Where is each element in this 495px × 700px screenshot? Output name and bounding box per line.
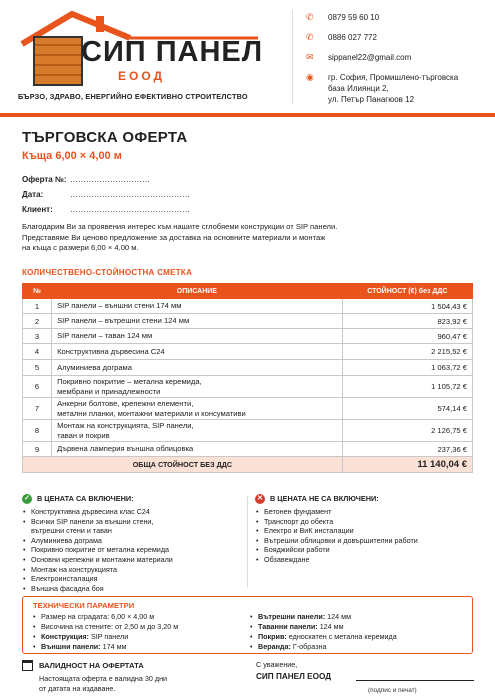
validity-text-1: Настоящата оферта е валидна 30 дни — [39, 674, 168, 683]
included-item-line: • Електроинсталация — [31, 574, 98, 584]
client-field[interactable]: Клиент: ……………………………………… — [22, 205, 190, 214]
location-pin-icon: ◉ — [306, 72, 314, 82]
not-included-item: • Транспорт до обекта — [255, 517, 485, 527]
row-description-line: Монтаж на конструкцията, SIP панели, — [57, 420, 194, 430]
bullet: • — [250, 632, 253, 641]
not-included-item: • Обзавеждане — [255, 555, 485, 565]
header — [0, 0, 495, 118]
col-header-description: ОПИСАНИЕ — [52, 284, 343, 299]
bullet: • — [250, 622, 253, 631]
row-description — [52, 398, 343, 420]
not-included-title: В ЦЕНАТА НЕ СА ВКЛЮЧЕНИ: — [270, 494, 379, 504]
row-value: 1 504,43 € — [342, 299, 472, 314]
not-included-item: • Електро и ВиК инсталации — [255, 526, 485, 536]
included-item-line: • Монтаж на конструкцията — [31, 564, 117, 574]
row-number: 6 — [23, 376, 52, 398]
tech-param — [33, 642, 178, 652]
included-item — [22, 565, 244, 575]
tech-param-label: Височина на стените: — [41, 622, 114, 631]
row-description — [52, 442, 343, 457]
tech-param — [33, 632, 178, 642]
row-description-line: SIP панели – вътрешни стени 124 мм — [57, 316, 190, 325]
validity-text-2: от датата на издаване. — [39, 683, 116, 693]
row-description — [52, 360, 343, 376]
contact-phone-2 — [306, 32, 491, 43]
tech-param-value: SIP панели — [90, 632, 129, 641]
included-item — [22, 507, 244, 517]
row-number: 5 — [23, 360, 52, 376]
included-item — [22, 555, 244, 565]
section-title-bill: КОЛИЧЕСТВЕНО-СТОЙНОСТНА СМЕТКА — [22, 268, 193, 277]
included-item — [22, 536, 244, 546]
check-icon: ✓ — [22, 494, 32, 504]
table-row — [23, 420, 473, 442]
contact-email — [306, 52, 491, 63]
row-number: 1 — [23, 299, 52, 314]
not-included-item: • Вътрешни облицовки и довършителни работи — [255, 536, 485, 546]
table-row — [23, 376, 473, 398]
row-value: 574,14 € — [342, 398, 472, 420]
row-description-line: Анкерни болтове, крепежни елементи, — [57, 398, 194, 408]
contact-address — [306, 72, 491, 105]
included-item — [22, 517, 244, 536]
date-field[interactable]: Дата: ……………………………………… — [22, 190, 190, 199]
row-number: 7 — [23, 398, 52, 420]
cross-icon: ✕ — [255, 494, 265, 504]
bullet: • — [33, 632, 36, 641]
tech-param-value: 124 мм — [319, 622, 344, 631]
table-row — [23, 329, 473, 344]
row-description-line: SIP панели – външни стени 174 мм — [57, 301, 182, 310]
included-title: В ЦЕНАТА СА ВКЛЮЧЕНИ: — [37, 494, 134, 504]
row-description — [52, 344, 343, 360]
row-description — [52, 420, 343, 442]
intro-text: Благодарим Ви за проявения интерес към нашите сглобяеми конструкции от SIP панели. Представяме Ви ценово предложение за доставка на основните материали и монтаж на къща с размери 6,00 × 4,00 м. — [22, 222, 338, 252]
included-item-line: • Основни крепежни и монтажни материали — [31, 554, 173, 564]
total-value: 11 140,04 € — [342, 457, 472, 473]
not-included-list — [255, 507, 485, 565]
contact-phone-1 — [306, 12, 491, 23]
offer-fields — [22, 172, 190, 217]
tech-param-label: Веранда: — [258, 642, 291, 651]
included-item-line: • Покривно покритие от метална керемида — [31, 545, 170, 555]
tech-param — [33, 612, 178, 622]
row-value: 823,92 € — [342, 314, 472, 329]
included-item-line: • Алуминиева дограма — [31, 535, 102, 545]
calendar-icon — [22, 660, 33, 671]
logo-title: СИП ПАНЕЛ — [81, 36, 264, 68]
row-number: 4 — [23, 344, 52, 360]
logo-subtitle: ЕООД — [118, 69, 166, 83]
tech-param-label: Външни панели: — [41, 642, 101, 651]
row-number: 2 — [23, 314, 52, 329]
tech-params-box — [22, 596, 473, 654]
included-block — [22, 494, 244, 593]
address: гр. София, Промишлено-търговска база Илиянци 2, ул. Петър Панагюов 12 — [328, 73, 459, 104]
validity-title: ВАЛИДНОСТ НА ОФЕРТАТА — [39, 660, 144, 670]
tech-param — [250, 622, 397, 632]
bullet: • — [250, 642, 253, 651]
row-value: 960,47 € — [342, 329, 472, 344]
row-description — [52, 299, 343, 314]
included-item — [22, 574, 244, 584]
row-description-line: Дървена ламперия външна облицовка — [57, 444, 194, 453]
header-accent-bar — [0, 113, 495, 117]
included-item-line: • Всички SIP панели за външни стени, — [31, 516, 154, 526]
total-row — [23, 457, 473, 473]
table-row — [23, 442, 473, 457]
row-description-line: Алуминиева дограма — [57, 362, 132, 372]
row-value: 1 105,72 € — [342, 376, 472, 398]
tech-param-label: Конструкция: — [41, 632, 89, 641]
included-item — [22, 545, 244, 555]
included-item — [22, 584, 244, 594]
col-header-value: СТОЙНОСТ (€) без ДДС — [342, 284, 472, 299]
signature-block — [256, 660, 481, 694]
bullet: • — [33, 642, 36, 651]
tech-params-title: ТЕХНИЧЕСКИ ПАРАМЕТРИ — [33, 601, 135, 610]
offer-number-field[interactable]: Оферта №: ………………………… — [22, 175, 150, 184]
signature-hint: (подпис и печат) — [368, 687, 417, 694]
row-number: 9 — [23, 442, 52, 457]
total-label: ОБЩА СТОЙНОСТ БЕЗ ДДС — [23, 457, 343, 473]
signature-line — [356, 680, 474, 681]
not-included-block — [255, 494, 485, 565]
row-description-line: таван и покрив — [57, 430, 110, 440]
phone-2[interactable]: 0886 027 772 — [328, 33, 377, 42]
tech-param-label: Таванни панели: — [258, 622, 318, 631]
included-item-line: • Конструктивна дървесина клас С24 — [31, 507, 150, 516]
not-included-item: • Бояджийски работи — [255, 545, 485, 555]
row-description-line: Покривно покритие – метална керемида, — [57, 376, 202, 386]
row-description-line: SIP панели – таван 124 мм — [57, 331, 153, 340]
row-description-line: мембрани и принадлежности — [57, 386, 161, 396]
tech-param-label: Покрив: — [258, 632, 287, 641]
included-item-line: вътрешни стени и таван — [31, 526, 112, 536]
row-value: 2 126,75 € — [342, 420, 472, 442]
phone-icon: ✆ — [306, 32, 314, 42]
row-description-line: метални планки, монтажни материали и консумативи — [57, 408, 246, 418]
row-number: 3 — [23, 329, 52, 344]
regards-text: С уважение, — [256, 660, 298, 669]
row-value: 2 215,52 € — [342, 344, 472, 360]
table-header-row — [23, 284, 473, 299]
included-item-line: • Външна фасадна боя — [31, 583, 104, 593]
table-row — [23, 299, 473, 314]
contact-block — [306, 12, 491, 114]
row-value: 1 063,72 € — [342, 360, 472, 376]
row-description — [52, 329, 343, 344]
table-row — [23, 360, 473, 376]
bullet: • — [33, 622, 36, 631]
tech-param-value: 124 мм — [327, 612, 352, 621]
divider — [247, 496, 248, 588]
bullet: • — [250, 612, 253, 621]
brick-icon — [33, 36, 83, 86]
table-row — [23, 344, 473, 360]
tech-param-label: Размер на сградата: — [41, 612, 110, 621]
tech-param-value: Г-образна — [292, 642, 327, 651]
table-row — [23, 314, 473, 329]
included-list — [22, 507, 244, 593]
page-subtitle: Къща 6,00 × 4,00 м — [22, 150, 122, 162]
row-description — [52, 314, 343, 329]
phone-1[interactable]: 0879 59 60 10 — [328, 13, 380, 22]
tech-param — [250, 612, 397, 622]
table-row — [23, 398, 473, 420]
tech-param-value: 6,00 × 4,00 м — [111, 612, 155, 621]
tech-param-value: от 2,50 м до 3,20 м — [115, 622, 179, 631]
email[interactable]: sippanel22@gmail.com — [328, 53, 412, 62]
logo-slogan: БЪРЗО, ЗДРАВО, ЕНЕРГИЙНО ЕФЕКТИВНО СТРОИТЕЛСТВО — [18, 92, 248, 101]
col-header-number: № — [23, 284, 52, 299]
mail-icon: ✉ — [306, 52, 314, 62]
tech-param-label: Вътрешни панели: — [258, 612, 326, 621]
row-description-line: Конструктивна дървесина С24 — [57, 346, 165, 356]
page-title: ТЪРГОВСКА ОФЕРТА — [22, 129, 188, 146]
not-included-item: • Бетонен фундамент — [255, 507, 485, 517]
tech-param-value: едноскатен с метална керемида — [288, 632, 397, 641]
row-description — [52, 376, 343, 398]
bullet: • — [33, 612, 36, 621]
cost-table — [22, 283, 473, 473]
validity-block — [22, 660, 222, 693]
company-name: СИП ПАНЕЛ ЕООД — [256, 672, 332, 681]
tech-params-right — [250, 612, 397, 652]
company-logo — [18, 8, 264, 108]
tech-param — [33, 622, 178, 632]
tech-params-left — [33, 612, 178, 652]
phone-icon: ✆ — [306, 12, 314, 22]
row-number: 8 — [23, 420, 52, 442]
tech-param — [250, 632, 397, 642]
tech-param-value: 174 мм — [102, 642, 127, 651]
row-value: 237,36 € — [342, 442, 472, 457]
tech-param — [250, 642, 397, 652]
header-divider — [292, 10, 293, 104]
